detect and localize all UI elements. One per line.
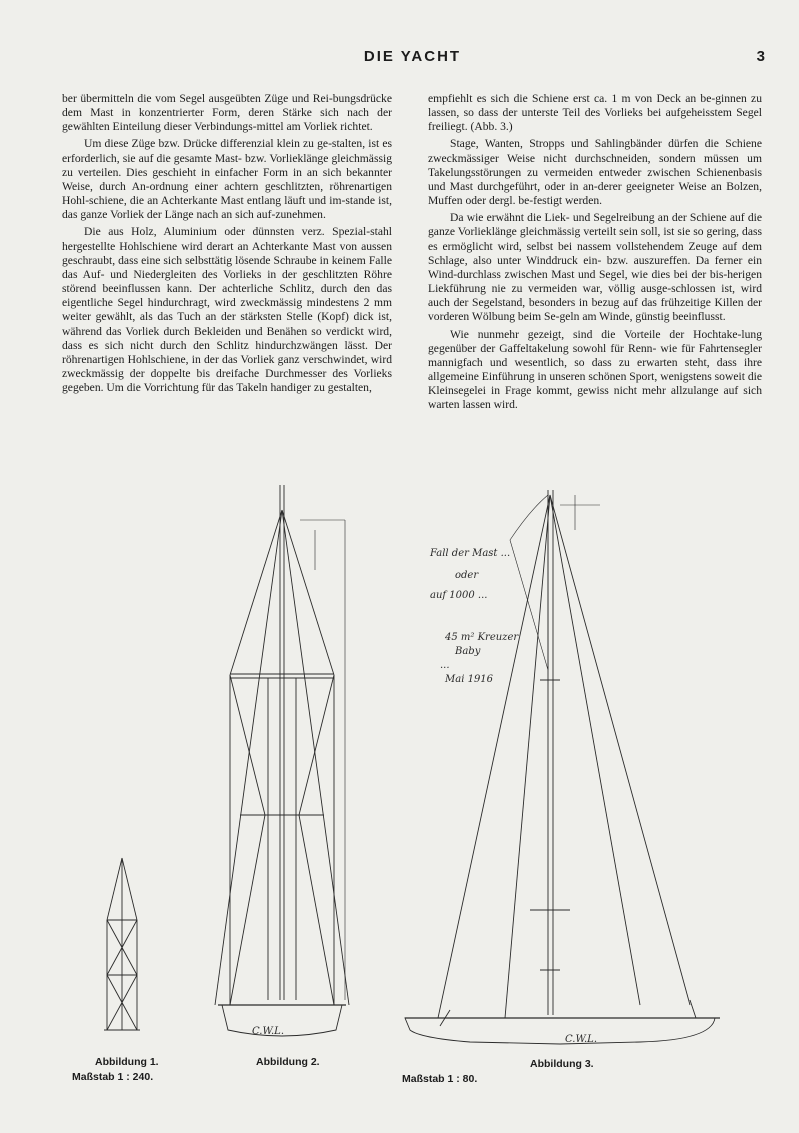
text-column-right — [428, 92, 762, 415]
figure-1-drawing — [104, 858, 140, 1030]
handwritten-note: auf 1000 ... — [430, 590, 488, 601]
page-number: 3 — [756, 48, 765, 65]
paragraph: Wie nunmehr gezeigt, sind die Vorteile der Hochtake-lung gegenüber der Gaffeltakelung sowohl für Renn- wie für Fahrtensegler mannigfach und wesentlich, so dass zu erwarten steht, dass ihre allgemeine Einführung in unseren schönen Sport, wenigstens soweit die Kleinsegelei in Frage kommt, gewiss nicht mehr allzulange auf sich warten lassen wird. — [428, 327, 762, 412]
figure-3-scale: Maßstab 1 : 80. — [402, 1073, 478, 1085]
journal-title: DIE YACHT — [363, 48, 462, 65]
figure-2-drawing — [215, 485, 349, 1036]
handwritten-note: ... — [440, 660, 450, 671]
figure-3-drawing — [405, 490, 720, 1044]
figure-1-caption: Abbildung 1. — [95, 1056, 159, 1068]
paragraph: empfiehlt es sich die Schiene erst ca. 1 m von Deck an be-ginnen zu lassen, so dass der unterste Teil des Vorlieks bei aufgeheisstem Segel freiliegt. (Abb. 3.) — [428, 92, 762, 134]
waterline-label: C.W.L. — [565, 1034, 598, 1045]
handwritten-note: Mai 1916 — [445, 674, 494, 685]
paragraph: Stage, Wanten, Stropps und Sahlingbänder dürfen die Schiene zweckmässiger Weise nicht durchschneiden, sondern müssen um Takelungsstörungen zu vermeiden entweder zwischen Schienenbasis und Mast durchgeführt, oder in an-derer geeigneter Weise an Bolzen, Muffen oder dergl. be-festigt werden. — [428, 137, 762, 208]
figure-2-caption: Abbildung 2. — [256, 1056, 320, 1068]
figure-3-caption: Abbildung 3. — [530, 1058, 594, 1070]
handwritten-note: Fall der Mast ... — [430, 548, 511, 559]
paragraph: Da wie erwähnt die Liek- und Segelreibung an der Schiene auf die ganze Vorlieklänge gleichmässig verteilt sein soll, ist sie so gering, dass es ermöglicht wird, selbst bei nassem vollstehendem Zeuge auf dem Schlage, also unter Winddruck ein- bzw. auszureffen. Da ferner ein Wind-durchlass zwischen Mast und Segel, wie dies bei der bis-herigen Liekführung nie zu vermeiden war, völlig ausge-schlossen ist, wird auch der Segelstand, besonders in bezug auf das frühzeitige Killen der vorderen Wölbung beim Se-geln am Winde, günstig beeinflusst. — [428, 211, 762, 324]
paragraph: Die aus Holz, Aluminium oder dünnsten verz. Spezial-stahl hergestellte Hohlschiene wird derart an Achterkante Mast von aussen geschraubt, dass eine sich selbsttätig lösende Schraube in keinem Falle das Auf- und Niedergleiten des Vorlieks in der geschlitzten Röhre störend beeinflussen kann. Der achterliche Schlitz, durch den das eigentliche Segel hindurchragt, wird zweckmässig mindestens 2 mm weiter gewählt, als das Tuch an der stärksten Stelle (Kopf) dick ist, während das Vorliek durch Bekleiden und Benähen so verdickt wird, dass es sich nicht durch den Schlitz hindurchzwängen lässt. Der röhrenartigen Hohlschiene, in der das Vorliek ganz verschwindet, wird zweckmässig der doppelte bis dreifache Durchmesser des Vorlieks gegeben. Um die Vorrichtung für das Takeln handiger zu gestalten, — [62, 225, 392, 395]
running-head — [60, 48, 765, 70]
paragraph: ber übermitteln die vom Segel ausgeübten Züge und Rei-bungsdrücke dem Mast in konzentrierter Form, deren Stärke sich nach der gewählten Einteilung dieser Verbindungs-mittel am Vorliek richtet. — [62, 92, 392, 134]
text-column-left — [62, 92, 392, 398]
handwritten-note: Baby — [455, 646, 481, 657]
paragraph: Um diese Züge bzw. Drücke differenzial klein zu ge-stalten, ist es erforderlich, sie auf die gesamte Mast- bzw. Vorlieklänge gleichmässig zu verteilen. Dies geschieht in einfacher Form in an sich bekannter Weise, durch An-ordnung einer achtern geschlitzten, röhrenartigen Hohl-schiene, die an Achterkante Mast entlang läuft und im-stande ist, das ganze Vorliek der Länge nach an sich auf-zunehmen. — [62, 137, 392, 222]
handwritten-note: 45 m² Kreuzer — [445, 632, 519, 643]
rigging-drawings — [0, 470, 799, 1050]
handwritten-note: oder — [455, 570, 479, 581]
waterline-label: C.W.L. — [252, 1026, 285, 1037]
figure-1-scale: Maßstab 1 : 240. — [72, 1071, 154, 1083]
